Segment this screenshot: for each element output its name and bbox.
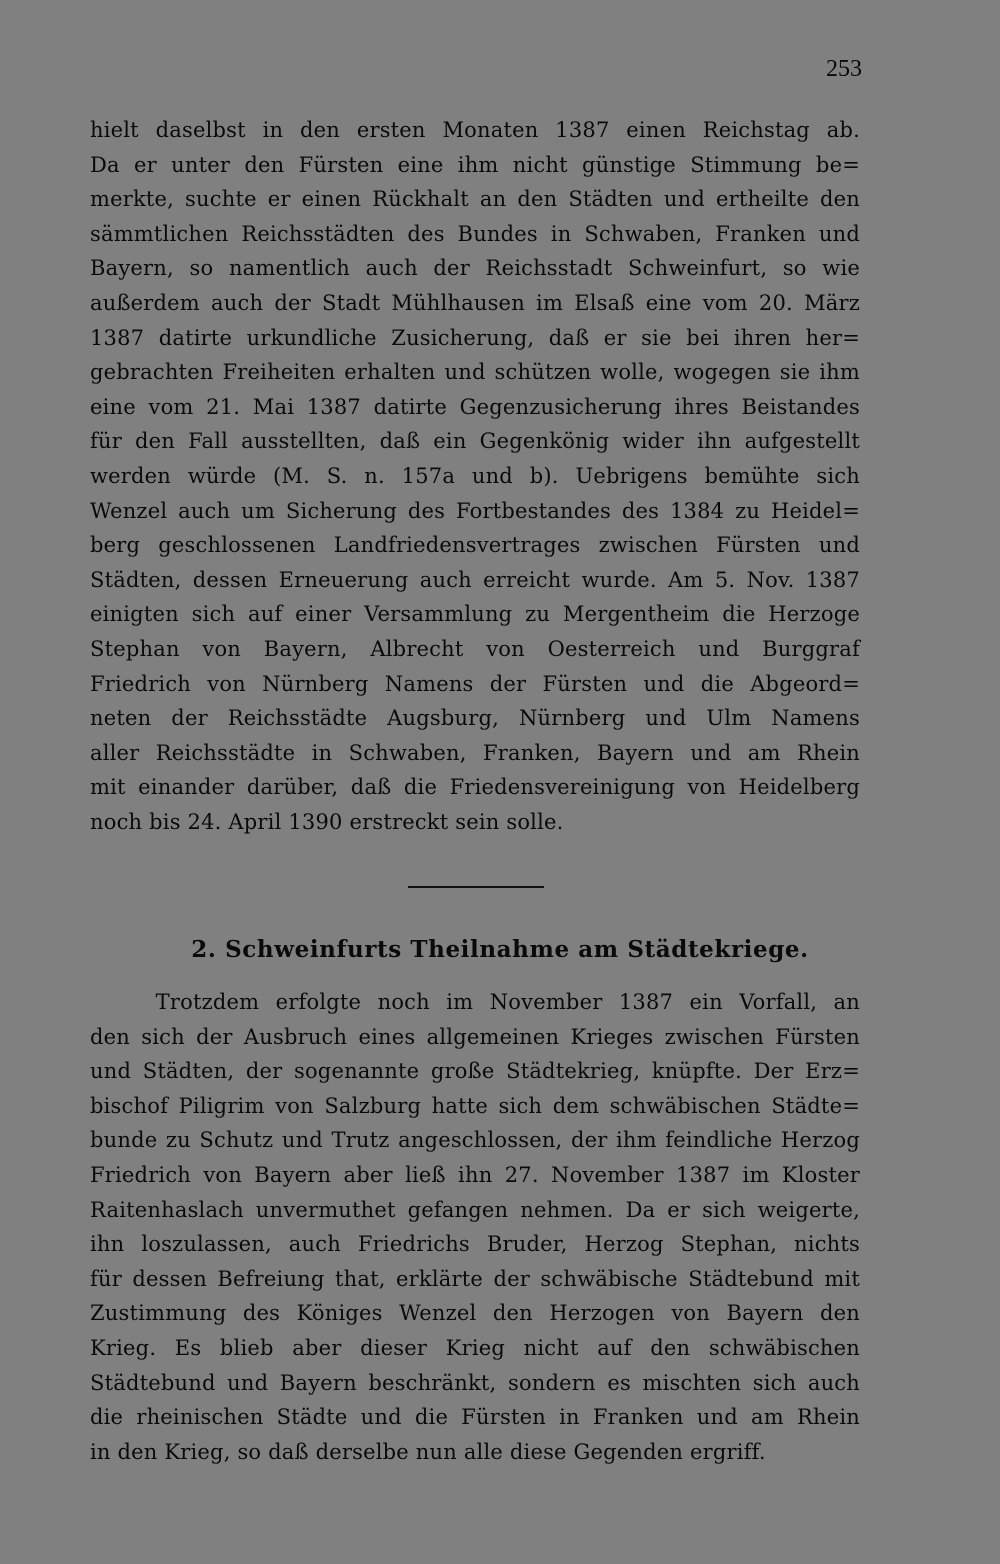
- text-line: bischof Piligrim von Salzburg hatte sich dem schwäbischen Städte=: [90, 1093, 860, 1118]
- text-line: in den Krieg, so daß derselbe nun alle diese Gegenden ergriff.: [90, 1439, 766, 1464]
- text-line: Trotzdem erfolgte noch im November 1387 ein Vorfall, an: [90, 990, 860, 1014]
- text-line: und Städten, der sogenannte große Städtekrieg, knüpfte. Der Erz=: [90, 1059, 860, 1084]
- text-line: werden würde (M. S. n. 157a und b). Uebrigens bemühte sich: [90, 463, 860, 488]
- text-line: eine vom 21. Mai 1387 datirte Gegenzusicherung ihres Beistandes: [90, 394, 860, 419]
- text-line: Städtebund und Bayern beschränkt, sondern es mischten sich auch: [90, 1370, 860, 1395]
- text-line: merkte, suchte er einen Rückhalt an den Städten und ertheilte den: [90, 187, 860, 212]
- text-line: Zustimmung des Königes Wenzel den Herzogen von Bayern den: [90, 1301, 860, 1326]
- text-line: den sich der Ausbruch eines allgemeinen Krieges zwischen Fürsten: [90, 1024, 860, 1049]
- text-line: Raitenhaslach unvermuthet gefangen nehmen. Da er sich weigerte,: [90, 1197, 860, 1222]
- text-line: einigten sich auf einer Versammlung zu Mergentheim die Herzoge: [90, 602, 860, 627]
- text-line: berg geschlossenen Landfriedensvertrages zwischen Fürsten und: [90, 533, 860, 558]
- text-line: mit einander darüber, daß die Friedensvereinigung von Heidelberg: [90, 775, 860, 800]
- text-line: für den Fall ausstellten, daß ein Gegenkönig wider ihn aufgestellt: [90, 429, 860, 454]
- text-line: Wenzel auch um Sicherung des Fortbestandes des 1384 zu Heidel=: [90, 498, 860, 523]
- text-line: Städten, dessen Erneuerung auch erreicht wurde. Am 5. Nov. 1387: [90, 567, 860, 592]
- text-line: hielt daselbst in den ersten Monaten 1387 einen Reichstag ab.: [90, 118, 860, 142]
- text-line: Bayern, so namentlich auch der Reichsstadt Schweinfurt, so wie: [90, 256, 860, 281]
- section-divider: [408, 886, 544, 888]
- text-line: Krieg. Es blieb aber dieser Krieg nicht auf den schwäbischen: [90, 1335, 860, 1360]
- text-line: Friedrich von Nürnberg Namens der Fürsten und die Abgeord=: [90, 671, 860, 696]
- text-line: sämmtlichen Reichsstädten des Bundes in Schwaben, Franken und: [90, 221, 860, 246]
- text-line: aller Reichsstädte in Schwaben, Franken, Bayern und am Rhein: [90, 740, 860, 765]
- page-number: 253: [826, 56, 862, 82]
- text-line: noch bis 24. April 1390 erstreckt sein solle.: [90, 809, 564, 834]
- text-line: ihn loszulassen, auch Friedrichs Bruder, Herzog Stephan, nichts: [90, 1232, 860, 1257]
- text-line: für dessen Befreiung that, erklärte der schwäbische Städtebund mit: [90, 1266, 860, 1291]
- paragraph-section-2: [90, 985, 860, 1469]
- text-line: neten der Reichsstädte Augsburg, Nürnberg und Ulm Namens: [90, 706, 860, 731]
- paragraph-continued: [90, 113, 860, 839]
- text-line: bunde zu Schutz und Trutz angeschlossen, der ihm feindliche Herzog: [90, 1128, 860, 1153]
- text-line: Da er unter den Fürsten eine ihm nicht günstige Stimmung be=: [90, 152, 860, 177]
- section-heading: 2. Schweinfurts Theilnahme am Städtekriege.: [191, 936, 809, 963]
- text-line: Stephan von Bayern, Albrecht von Oesterreich und Burggraf: [90, 636, 860, 661]
- text-line: 1387 datirte urkundliche Zusicherung, daß er sie bei ihren her=: [90, 325, 860, 350]
- text-line: die rheinischen Städte und die Fürsten in Franken und am Rhein: [90, 1405, 860, 1430]
- text-line: gebrachten Freiheiten erhalten und schützen wolle, wogegen sie ihm: [90, 360, 860, 385]
- text-line: außerdem auch der Stadt Mühlhausen im Elsaß eine vom 20. März: [90, 290, 860, 315]
- text-line: Friedrich von Bayern aber ließ ihn 27. November 1387 im Kloster: [90, 1162, 860, 1187]
